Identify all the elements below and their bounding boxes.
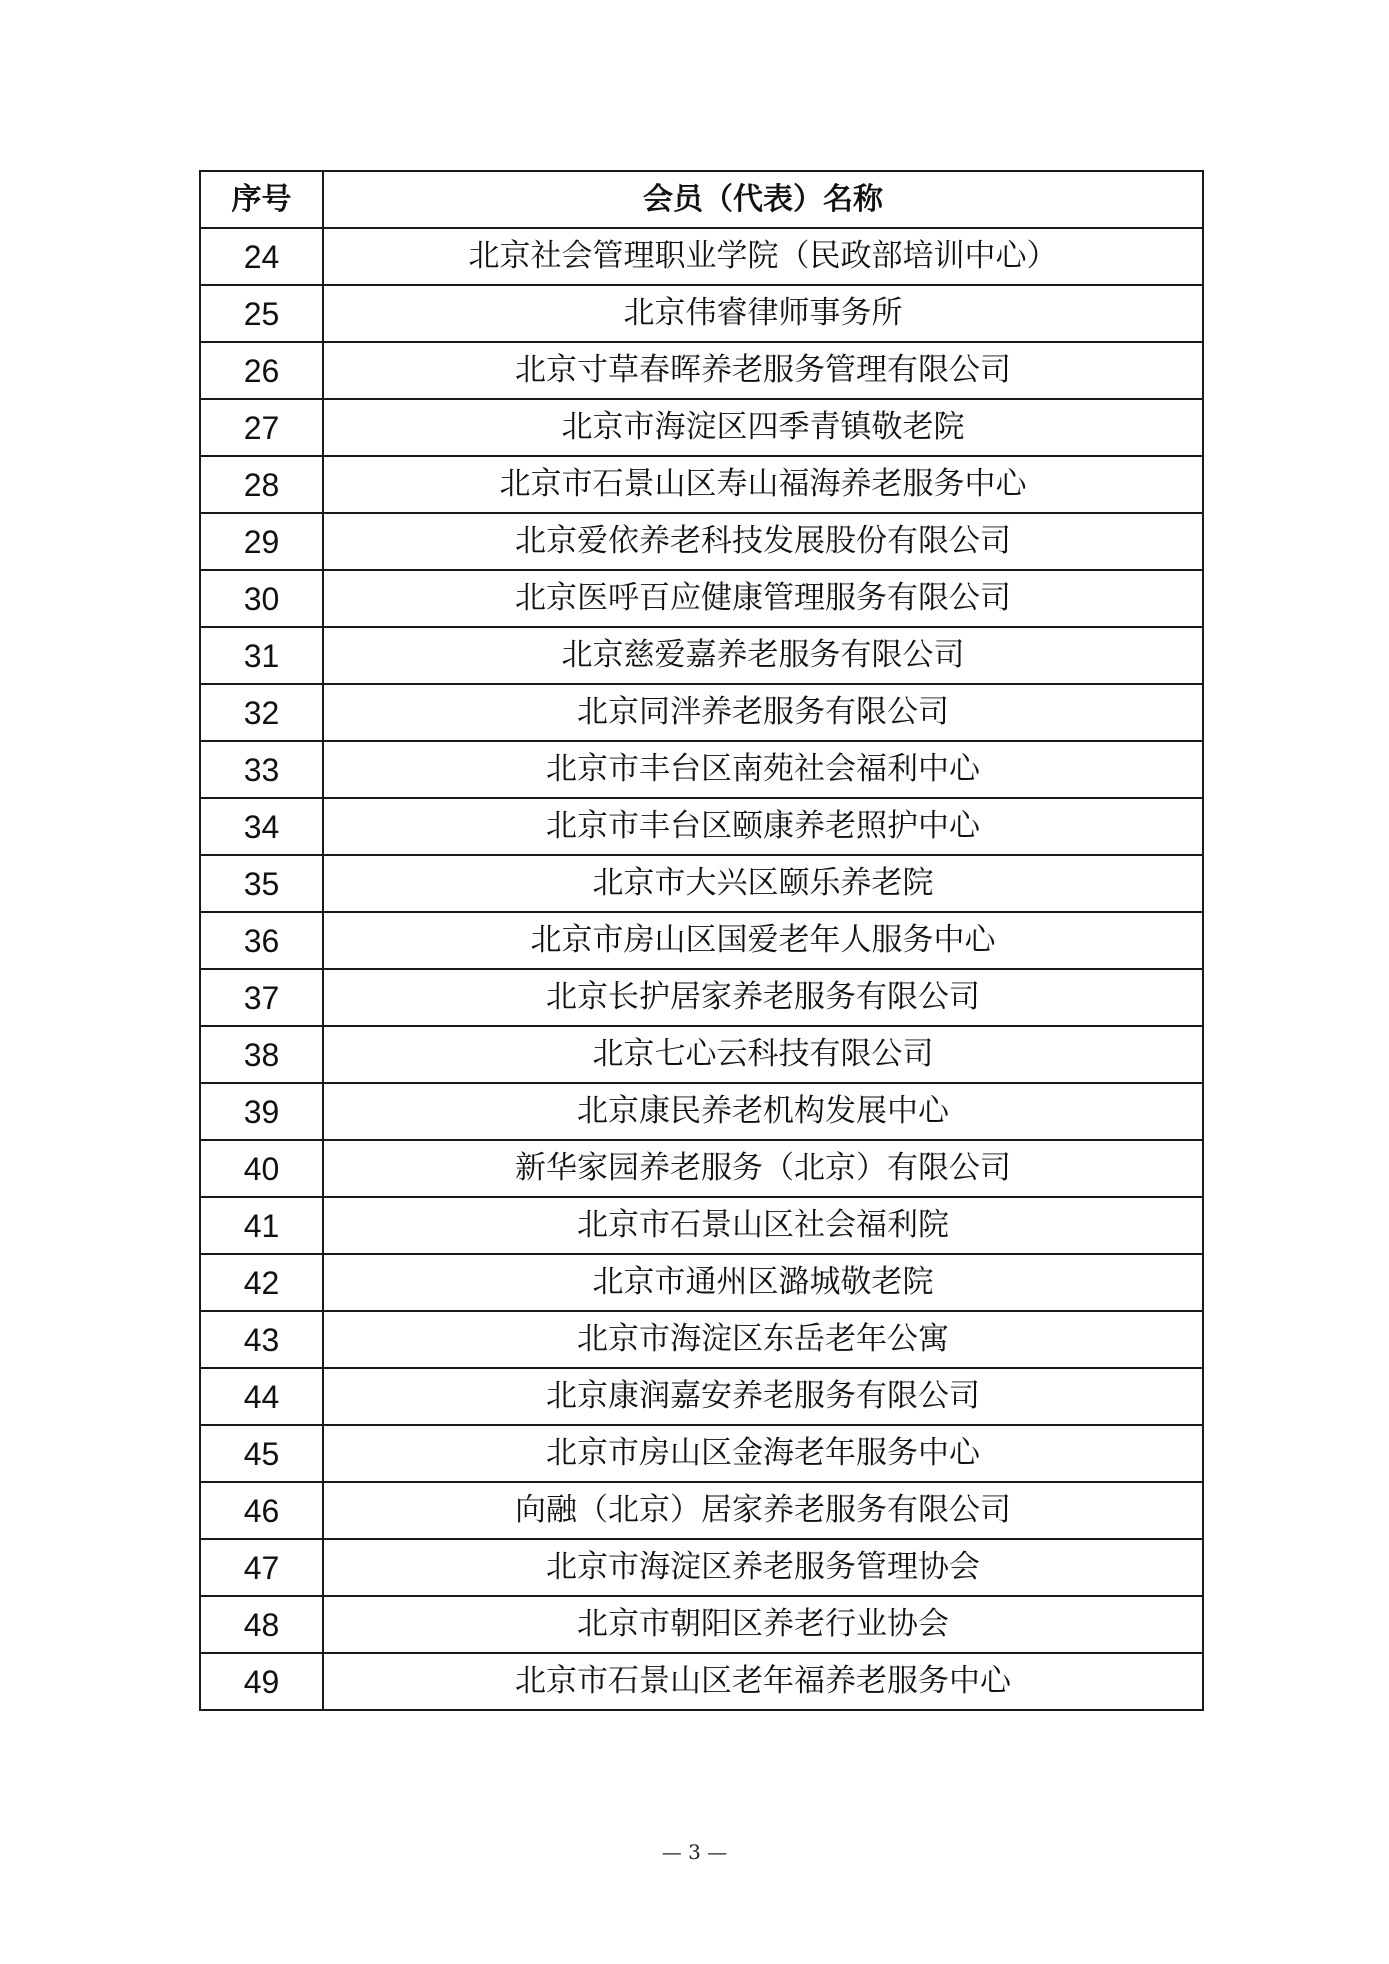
page-number: — 3 — xyxy=(661,1840,728,1864)
table-row xyxy=(200,1482,1203,1539)
row-number: 25 xyxy=(200,285,323,342)
row-member-name: 新华家园养老服务（北京）有限公司 xyxy=(323,1140,1203,1197)
table-row xyxy=(200,342,1203,399)
row-number: 26 xyxy=(200,342,323,399)
row-member-name: 北京康民养老机构发展中心 xyxy=(323,1083,1203,1140)
row-member-name: 北京市丰台区颐康养老照护中心 xyxy=(323,798,1203,855)
table-header-row xyxy=(200,171,1203,228)
row-number: 28 xyxy=(200,456,323,513)
table-body xyxy=(200,228,1203,1710)
table-row xyxy=(200,1539,1203,1596)
table-row xyxy=(200,1254,1203,1311)
row-number: 48 xyxy=(200,1596,323,1653)
row-member-name: 北京长护居家养老服务有限公司 xyxy=(323,969,1203,1026)
row-member-name: 向融（北京）居家养老服务有限公司 xyxy=(323,1482,1203,1539)
header-name: 会员（代表）名称 xyxy=(323,171,1203,228)
row-member-name: 北京市海淀区四季青镇敬老院 xyxy=(323,399,1203,456)
table-row xyxy=(200,1425,1203,1482)
table-row xyxy=(200,1083,1203,1140)
row-member-name: 北京市海淀区养老服务管理协会 xyxy=(323,1539,1203,1596)
row-number: 34 xyxy=(200,798,323,855)
row-member-name: 北京七心云科技有限公司 xyxy=(323,1026,1203,1083)
row-number: 30 xyxy=(200,570,323,627)
table-row xyxy=(200,1596,1203,1653)
row-number: 33 xyxy=(200,741,323,798)
table-row xyxy=(200,1368,1203,1425)
member-table xyxy=(199,170,1204,1711)
row-number: 46 xyxy=(200,1482,323,1539)
table-row xyxy=(200,456,1203,513)
table-row xyxy=(200,969,1203,1026)
row-number: 40 xyxy=(200,1140,323,1197)
row-member-name: 北京市大兴区颐乐养老院 xyxy=(323,855,1203,912)
table-row xyxy=(200,513,1203,570)
row-member-name: 北京市石景山区老年福养老服务中心 xyxy=(323,1653,1203,1710)
table-row xyxy=(200,627,1203,684)
row-number: 38 xyxy=(200,1026,323,1083)
row-number: 43 xyxy=(200,1311,323,1368)
table-row xyxy=(200,741,1203,798)
row-number: 35 xyxy=(200,855,323,912)
row-member-name: 北京同泮养老服务有限公司 xyxy=(323,684,1203,741)
row-number: 44 xyxy=(200,1368,323,1425)
row-number: 42 xyxy=(200,1254,323,1311)
table-row xyxy=(200,855,1203,912)
row-number: 39 xyxy=(200,1083,323,1140)
row-member-name: 北京市通州区潞城敬老院 xyxy=(323,1254,1203,1311)
row-member-name: 北京慈爱嘉养老服务有限公司 xyxy=(323,627,1203,684)
table-row xyxy=(200,1140,1203,1197)
row-member-name: 北京市丰台区南苑社会福利中心 xyxy=(323,741,1203,798)
row-member-name: 北京市石景山区寿山福海养老服务中心 xyxy=(323,456,1203,513)
row-member-name: 北京市房山区国爱老年人服务中心 xyxy=(323,912,1203,969)
table-row xyxy=(200,1197,1203,1254)
row-number: 27 xyxy=(200,399,323,456)
row-number: 41 xyxy=(200,1197,323,1254)
row-member-name: 北京康润嘉安养老服务有限公司 xyxy=(323,1368,1203,1425)
row-number: 31 xyxy=(200,627,323,684)
row-number: 45 xyxy=(200,1425,323,1482)
row-number: 29 xyxy=(200,513,323,570)
row-member-name: 北京寸草春晖养老服务管理有限公司 xyxy=(323,342,1203,399)
row-number: 47 xyxy=(200,1539,323,1596)
table-row xyxy=(200,1026,1203,1083)
row-number: 37 xyxy=(200,969,323,1026)
row-member-name: 北京市房山区金海老年服务中心 xyxy=(323,1425,1203,1482)
table-row xyxy=(200,285,1203,342)
row-number: 32 xyxy=(200,684,323,741)
row-number: 49 xyxy=(200,1653,323,1710)
table-row xyxy=(200,1311,1203,1368)
row-member-name: 北京爱依养老科技发展股份有限公司 xyxy=(323,513,1203,570)
table-row xyxy=(200,912,1203,969)
row-member-name: 北京医呼百应健康管理服务有限公司 xyxy=(323,570,1203,627)
row-member-name: 北京市海淀区东岳老年公寓 xyxy=(323,1311,1203,1368)
row-member-name: 北京市石景山区社会福利院 xyxy=(323,1197,1203,1254)
table-row xyxy=(200,798,1203,855)
row-number: 24 xyxy=(200,228,323,285)
header-number: 序号 xyxy=(200,171,323,228)
table-row xyxy=(200,1653,1203,1710)
row-member-name: 北京伟睿律师事务所 xyxy=(323,285,1203,342)
table-row xyxy=(200,228,1203,285)
row-member-name: 北京市朝阳区养老行业协会 xyxy=(323,1596,1203,1653)
row-member-name: 北京社会管理职业学院（民政部培训中心） xyxy=(323,228,1203,285)
table-row xyxy=(200,570,1203,627)
row-number: 36 xyxy=(200,912,323,969)
table-row xyxy=(200,399,1203,456)
table-row xyxy=(200,684,1203,741)
